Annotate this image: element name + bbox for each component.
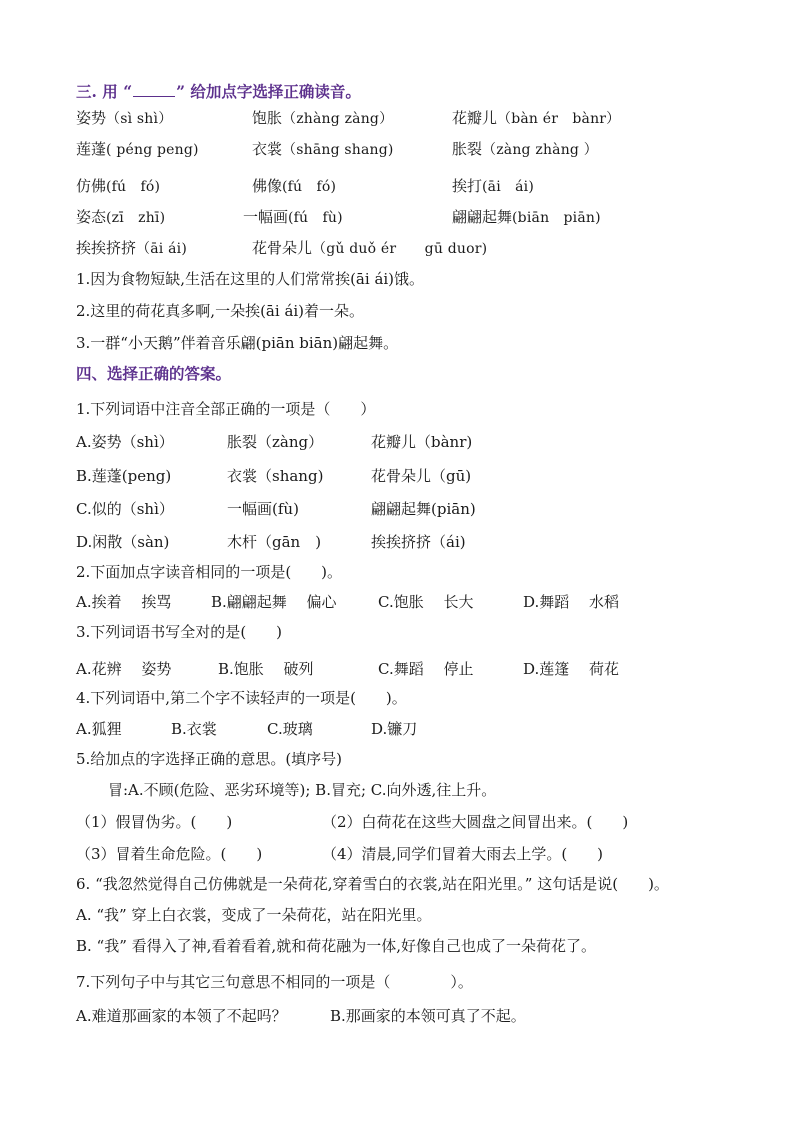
section-4-heading: 四、选择正确的答案。 [76,364,232,383]
pinyin-item: 衣裳（shāng shang) [252,140,394,158]
q1-option: C.似的（shì） [76,500,174,518]
q6-option-a: A. “我” 穿上白衣裳，变成了一朵荷花，站在阳光里。 [76,906,432,924]
question-3-stem: 3.下列词语书写全对的是( ) [76,623,283,641]
q7-option-b: B.那画家的本领可真了不起。 [330,1007,526,1025]
pinyin-item: 挨打(āi ái) [452,177,534,195]
pinyin-item: 饱胀（zhàng zàng） [252,109,394,127]
q3-option: B.饱胀 破列 [218,660,314,678]
q5-item: （3）冒着生命危险。( ) [76,845,263,863]
q1-option: 花瓣儿（bànr) [371,433,473,451]
q1-option: 一幅画(fù) [227,500,299,518]
q1-option: 胀裂（zàng） [227,433,324,451]
q4-option: C.玻璃 [267,720,313,738]
pinyin-item: 姿势（sì shì） [76,109,173,127]
question-6-stem: 6. “我忽然觉得自己仿佛就是一朵荷花,穿着雪白的衣裳,站在阳光里。” 这句话是说( )。 [76,875,669,893]
q3-option: A.花辨 姿势 [76,660,172,678]
q2-option: B.翩翩起舞 偏心 [211,593,337,611]
heading-text-start: 三. 用 “ [76,82,133,101]
question-4-stem: 4.下列词语中,第二个字不读轻声的一项是( )。 [76,689,407,707]
q1-option: 翩翩起舞(piān) [371,500,476,518]
q4-option: B.衣裳 [171,720,217,738]
pinyin-item: 佛像(fú fó) [252,177,337,195]
q1-option: B.莲蓬(peng) [76,467,172,485]
pinyin-item: 莲蓬( péng peng) [76,140,199,158]
pinyin-item: 挨挨挤挤（āi ái) [76,239,187,257]
section-3-heading [76,82,361,102]
q7-option-a: A.难道那画家的本领了不起吗？ [76,1007,287,1025]
q6-option-b: B. “我” 看得入了神,看着看着,就和荷花融为一体,好像自己也成了一朵荷花了。 [76,937,596,955]
pinyin-item: 胀裂（zàng zhàng ） [452,140,598,158]
q1-option: 花骨朵儿（gū) [371,467,472,485]
pinyin-item: 翩翩起舞(biān piān) [452,208,601,226]
question-1-stem: 1.下列词语中注音全部正确的一项是（ ） [76,400,376,418]
q3-option: C.舞蹈 停止 [378,660,474,678]
question-7-stem: 7.下列句子中与其它三句意思不相同的一项是（ ）。 [76,973,473,991]
q4-option: D.镰刀 [371,720,418,738]
sentence-3: 3.一群“小天鹅”伴着音乐翩(piān biān)翩起舞。 [76,334,399,352]
q1-option: D.闲散（sàn) [76,533,170,551]
heading-text-end: ” 给加点字选择正确读音。 [176,82,361,101]
q1-option: 木杆（gān ) [227,533,322,551]
q1-option: A.姿势（shì） [76,433,174,451]
q1-option: 衣裳（shang) [227,467,324,485]
q5-item: （4）清晨,同学们冒着大雨去上学。( ) [322,845,604,863]
q5-definition: 冒:A.不顾(危险、恶劣环境等); B.冒充; C.向外透,往上升。 [108,781,497,799]
pinyin-item: 一幅画(fú fù) [243,208,343,226]
question-2-stem: 2.下面加点字读音相同的一项是( )。 [76,563,343,581]
q2-option: D.舞蹈 水稻 [523,593,620,611]
pinyin-item: 花骨朵儿（gǔ duǒ ér gū duor) [252,239,488,257]
q2-option: C.饱胀 长大 [378,593,474,611]
sentence-2: 2.这里的荷花真多啊,一朵挨(āi ái)着一朵。 [76,302,365,320]
underline-blank [133,85,175,97]
question-5-stem: 5.给加点的字选择正确的意思。(填序号) [76,750,343,768]
q1-option: 挨挨挤挤（ái) [371,533,466,551]
q2-option: A.挨着 挨骂 [76,593,172,611]
sentence-1: 1.因为食物短缺,生活在这里的人们常常挨(āi ái)饿。 [76,270,425,288]
pinyin-item: 仿佛(fú fó) [76,177,161,195]
q3-option: D.莲篷 荷花 [523,660,620,678]
pinyin-item: 姿态(zī zhī) [76,208,166,226]
q5-item: （2）白荷花在这些大圆盘之间冒出来。( ) [322,813,629,831]
q5-item: （1）假冒伪劣。( ) [76,813,233,831]
pinyin-item: 花瓣儿（bàn ér bànr） [452,109,621,127]
q4-option: A.狐狸 [76,720,122,738]
